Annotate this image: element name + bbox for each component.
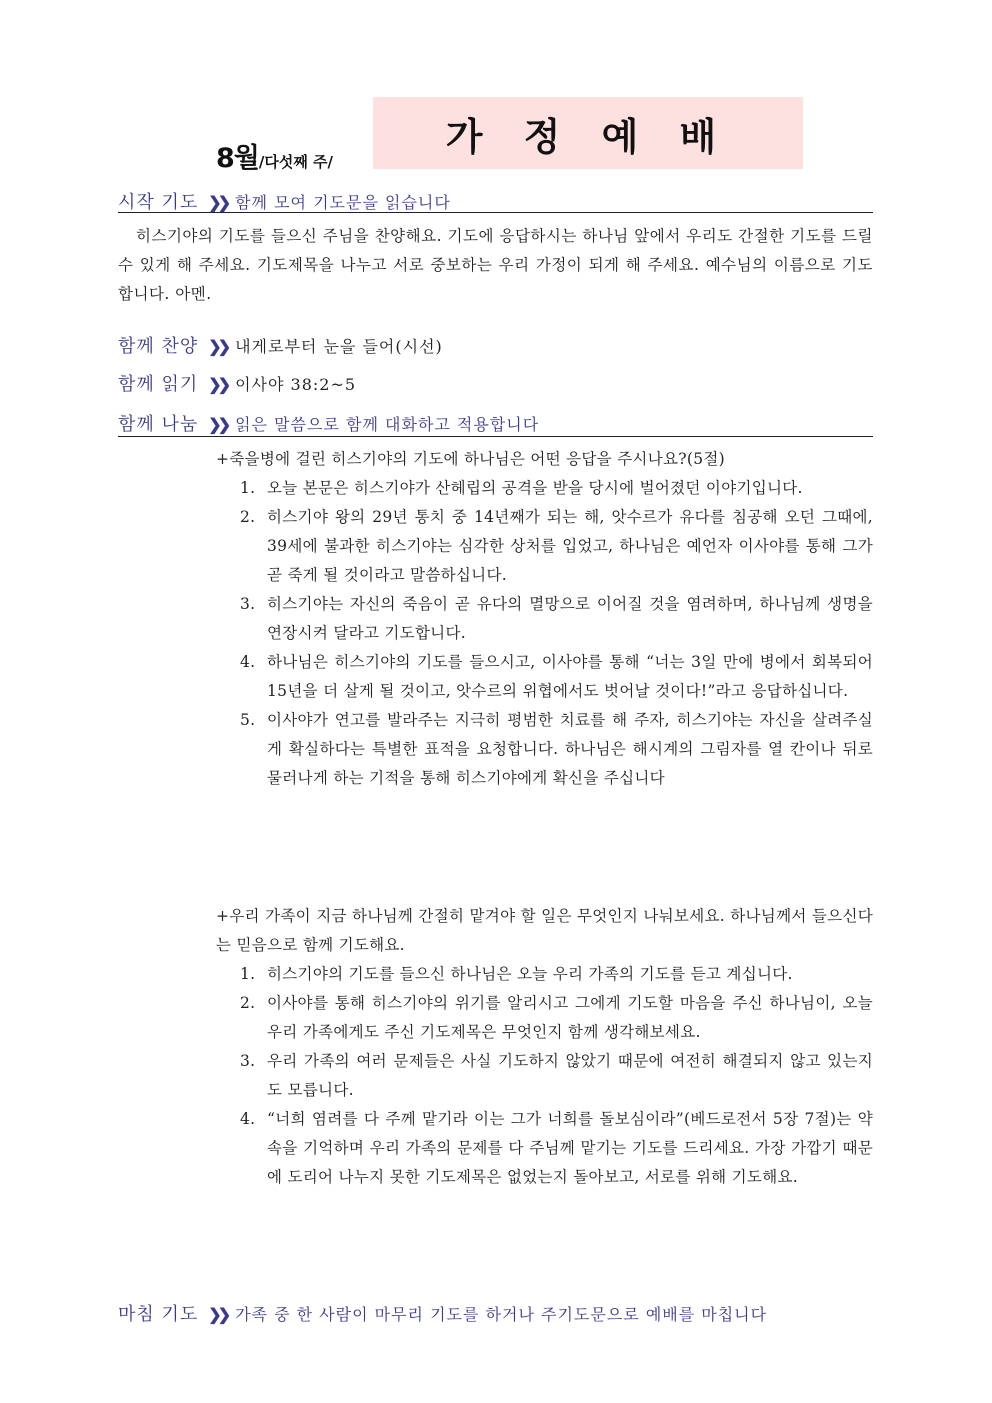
list-item — [240, 960, 873, 989]
double-chevron-icon: ❯❯ — [208, 375, 228, 394]
page-title: 가 정 예 배 — [445, 114, 731, 159]
item-text: “너희 염려를 다 주께 맡기라 이는 그가 너희를 돌보심이라”(베드로전서 5장 7절)는 약속을 기억하며 우리 가족의 문제를 다 주님께 맡기는 기도를 드리세요. 가장 가깝기 때문에 도리어 나누지 못한 기도제목은 없었는지 돌아보고, 서로를 위해 기도해요. — [267, 1110, 873, 1186]
item-text: 히스기야 왕의 29년 통치 중 14년째가 되는 해, 앗수르가 유다를 침공해 오던 그때에, 39세에 불과한 히스기야는 심각한 상처를 입었고, 하나님은 예언자 이사야를 통해 그가 곧 죽게 될 것이라고 말씀하십니다. — [267, 508, 873, 584]
reading-heading — [118, 370, 356, 396]
section-subtitle: 읽은 말씀으로 함께 대화하고 적용합니다 — [235, 415, 540, 434]
question-2-list — [240, 960, 873, 1192]
double-chevron-icon: ❯❯ — [208, 193, 228, 212]
opening-prayer-text: 히스기야의 기도를 들으신 주님을 찬양해요. 기도에 응답하시는 하나님 앞에서 우리도 간절한 기도를 드릴 수 있게 해 주세요. 기도제목을 나누고 서로 중보하는 우리 가정이 되게 해 주세요. 예수님의 이름으로 기도합니다. 아멘. — [118, 227, 873, 303]
section-divider — [118, 212, 873, 213]
item-number: 3. — [240, 595, 256, 613]
question-1-list — [240, 474, 873, 793]
double-chevron-icon: ❯❯ — [208, 1305, 228, 1324]
page-header — [0, 0, 992, 174]
double-chevron-icon: ❯❯ — [208, 337, 228, 356]
item-text: 히스기야의 기도를 들으신 하나님은 오늘 우리 가족의 기도를 듣고 계십니다. — [267, 965, 793, 983]
list-item — [240, 989, 873, 1047]
section-label: 함께 나눔 — [118, 414, 199, 435]
section-divider — [118, 436, 873, 437]
item-text: 하나님은 히스기야의 기도를 들으시고, 이사야를 통해 “너는 3일 만에 병에서 회복되어 15년을 더 살게 될 것이고, 앗수르의 위협에서도 벗어날 것이다!”라고 응답하십니다. — [267, 653, 873, 700]
section-label: 함께 찬양 — [118, 336, 199, 357]
week-indicator — [216, 136, 333, 175]
item-number: 4. — [240, 653, 256, 671]
item-text: 이사야가 연고를 발라주는 지극히 평범한 치료를 해 주자, 히스기야는 자신을 살려주실 게 확실하다는 특별한 표적을 요청합니다. 하나님은 해시계의 그림자를 열 칸이나 뒤로 물러나게 하는 기적을 통해 히스기야에게 확신을 주십니다 — [267, 711, 873, 787]
list-item — [240, 1047, 873, 1105]
item-text: 오늘 본문은 히스기야가 산헤립의 공격을 받을 당시에 벌어졌던 이야기입니다. — [267, 479, 803, 497]
item-number: 1. — [240, 479, 256, 497]
list-item — [240, 590, 873, 648]
section-label: 함께 읽기 — [118, 374, 199, 395]
list-item — [240, 706, 873, 793]
list-item — [240, 1105, 873, 1192]
item-text: 히스기야는 자신의 죽음이 곧 유다의 멸망으로 이어질 것을 염려하며, 하나님께 생명을 연장시켜 달라고 기도합니다. — [267, 595, 873, 642]
month-label: 8월 — [216, 143, 259, 174]
list-item — [240, 648, 873, 706]
discussion-question-2: +우리 가족이 지금 하나님께 간절히 맡겨야 할 일은 무엇인지 나눠보세요. 하나님께서 들으신다는 믿음으로 함께 기도해요. — [216, 907, 873, 954]
section-label: 시작 기도 — [118, 192, 199, 213]
list-item — [240, 503, 873, 590]
title-banner — [373, 97, 803, 169]
list-item — [240, 474, 873, 503]
closing-prayer-heading — [118, 1300, 767, 1326]
praise-song-title: 내게로부터 눈을 들어(시선) — [235, 337, 443, 356]
item-number: 2. — [240, 508, 256, 526]
scripture-reference: 이사야 38:2~5 — [235, 375, 357, 394]
double-chevron-icon: ❯❯ — [208, 415, 228, 434]
section-label: 마침 기도 — [118, 1304, 199, 1325]
opening-prayer-heading — [118, 188, 451, 214]
section-subtitle: 가족 중 한 사람이 마무리 기도를 하거나 주기도문으로 예배를 마칩니다 — [235, 1305, 768, 1324]
item-text: 우리 가족의 여러 문제들은 사실 기도하지 않았기 때문에 여전히 해결되지 않고 있는지도 모릅니다. — [267, 1052, 873, 1099]
item-text: 이사야를 통해 히스기야의 위기를 알리시고 그에게 기도할 마음을 주신 하나님이, 오늘 우리 가족에게도 주신 기도제목은 무엇인지 함께 생각해보세요. — [267, 994, 873, 1041]
section-subtitle: 함께 모여 기도문을 읽습니다 — [235, 193, 451, 212]
item-number: 5. — [240, 711, 256, 729]
sharing-heading — [118, 410, 539, 436]
item-number: 1. — [240, 965, 256, 983]
item-number: 2. — [240, 994, 256, 1012]
praise-heading — [118, 332, 443, 358]
item-number: 3. — [240, 1052, 256, 1070]
week-label: /다섯째 주/ — [258, 153, 334, 171]
discussion-question-1: +죽을병에 걸린 히스기야의 기도에 하나님은 어떤 응답을 주시나요?(5절) — [216, 450, 725, 468]
item-number: 4. — [240, 1110, 256, 1128]
